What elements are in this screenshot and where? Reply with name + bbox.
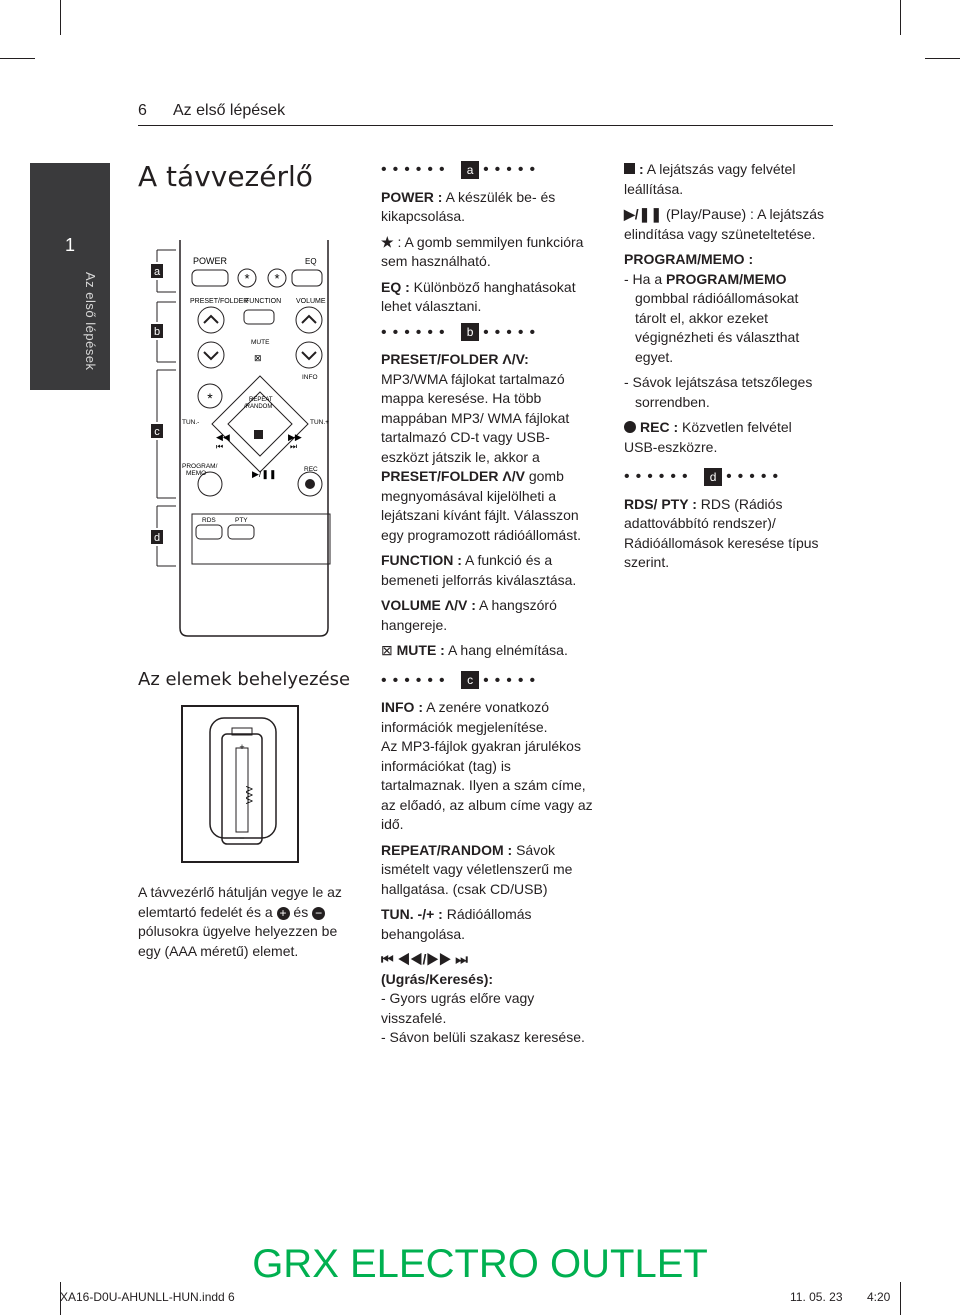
svg-text:⏭: ⏭: [290, 442, 298, 451]
svg-text:b: b: [153, 326, 161, 338]
battery-label: AAA: [244, 786, 254, 805]
skip-icons: ⏮ ◀◀/▶▶ ⏭: [381, 951, 468, 967]
program-item: - Ha a PROGRAM/MEMO gombbal rádióállomásokat tárolt el, akkor ezeket végignézheti és választhat egyet.: [624, 270, 800, 365]
star-icon: ★: [381, 233, 394, 250]
marker-a: [151, 250, 176, 292]
section-a-divider: •••••• a •••••: [381, 161, 542, 178]
skip-item: - Gyors ugrás előre vagy visszafelé.: [381, 990, 535, 1026]
plus-icon: +: [277, 907, 290, 920]
play-pause-icon: ▶/❚❚: [624, 206, 663, 222]
rds-label: RDS: [202, 517, 216, 524]
rds-desc: RDS/ PTY : RDS (Rádiós adattovábbító rendszer)/ Rádióállomások keresése típus szerint.: [624, 495, 819, 570]
rec-desc: REC : Közvetlen felvétel USB-eszközre.: [624, 419, 792, 455]
svg-text:◀◀: ◀◀: [216, 432, 230, 442]
info-desc: INFO : A zenére vonatkozó információk megjelenítése.: [381, 699, 550, 735]
function-label: FUNCTION: [245, 298, 282, 305]
svg-text:▶/❚❚: ▶/❚❚: [252, 469, 277, 479]
skip-item: - Sávon belüli szakasz keresése.: [381, 1029, 585, 1045]
battery-instructions: A távvezérlő hátulján vegye le az elemtartó fedelét és a + és − pólusokra ügyelve helyezzen be egy (AAA méretű) elemet.: [138, 884, 342, 959]
svg-text:d: d: [153, 532, 161, 544]
power-desc: POWER : A készülék be- és kikapcsolása.: [381, 188, 556, 224]
page-number: 6: [138, 102, 147, 119]
star-desc: ★ : A gomb semmilyen funkcióra sem használható.: [381, 233, 584, 269]
pty-label: PTY: [235, 517, 248, 524]
svg-text:c: c: [154, 426, 160, 438]
svg-text:▶▶: ▶▶: [288, 432, 302, 442]
header-rule: [138, 125, 833, 126]
section-heading: Az első lépések: [173, 102, 286, 119]
svg-text:−: −: [239, 833, 245, 843]
marker-c: [151, 370, 176, 498]
tun-minus-label: TUN.-: [182, 419, 200, 426]
column-right: [624, 160, 829, 579]
print-date: 11. 05. 23: [790, 1290, 843, 1304]
rec-label: REC: [304, 466, 318, 473]
svg-text:/RANDOM: /RANDOM: [244, 404, 273, 410]
side-tab-label: Az első lépések: [83, 272, 98, 371]
svg-text:*: *: [207, 390, 213, 406]
page-title: A távvezérlő: [138, 160, 313, 193]
crop-mark: [900, 0, 901, 35]
svg-text:+: +: [239, 742, 245, 752]
section-b-divider: •••••• b •••••: [381, 323, 542, 341]
remote-illustration: [140, 240, 350, 640]
battery-section-title: Az elemek behelyezése: [138, 669, 351, 690]
stop-icon: [624, 163, 635, 174]
repeat-desc: REPEAT/RANDOM : Sávok ismételt vagy véletlenszerű me hallgatása. (csak CD/USB): [381, 841, 573, 897]
section-c-divider: •••••• c •••••: [381, 671, 542, 689]
program-heading: PROGRAM/MEMO :: [624, 251, 754, 267]
program-item: - Sávok lejátszása tetszőleges sorrendben.: [624, 374, 813, 410]
crop-mark: [925, 58, 960, 59]
preset-label: PRESET/FOLDER: [190, 298, 249, 305]
eq-desc: EQ : Különböző hanghatásokat lehet választani.: [381, 278, 576, 314]
watermark-brand: GRX ELECTRO OUTLET: [252, 1242, 708, 1286]
program-label: PROGRAM/: [182, 463, 218, 470]
pty-button[interactable]: [228, 525, 254, 539]
eq-label: EQ: [305, 257, 317, 266]
function-desc: FUNCTION : A funkció és a bemeneti jelforrás kiválasztása.: [381, 552, 577, 588]
battery-illustration: [180, 704, 300, 869]
side-tab: [30, 163, 110, 390]
svg-text:REPEAT: REPEAT: [249, 397, 273, 403]
info-label: INFO: [302, 374, 318, 381]
file-info: XA16-D0U-AHUNLL-HUN.indd 6: [60, 1290, 235, 1304]
mute-icon: ⊠: [381, 642, 393, 658]
section-d-divider: •••••• d •••••: [624, 468, 785, 485]
function-button[interactable]: [244, 310, 274, 324]
column-middle: [381, 160, 596, 1048]
play-desc: ▶/❚❚ (Play/Pause) : A lejátszás elindítása vagy szüneteltetése.: [624, 206, 825, 242]
tun-desc: TUN. -/+ : Rádióállomás behangolása.: [381, 906, 532, 942]
minus-icon: −: [312, 907, 325, 920]
mute-desc: ⊠ MUTE : A hang elnémítása.: [381, 642, 568, 658]
volume-label: VOLUME: [296, 298, 326, 305]
tun-plus-label: TUN.+: [310, 419, 329, 426]
crop-mark: [0, 58, 35, 59]
svg-text:⏮: ⏮: [216, 442, 224, 451]
crop-mark: [60, 0, 61, 35]
marker-b: [151, 302, 176, 362]
power-label: POWER: [193, 256, 228, 266]
side-tab-number: 1: [64, 235, 75, 255]
mute-label: MUTE: [251, 339, 270, 346]
marker-d: [151, 506, 176, 566]
svg-text:a: a: [153, 266, 161, 278]
rec-icon: [624, 421, 636, 433]
memo-label: MEMO: [186, 470, 207, 477]
svg-text:⊠: ⊠: [254, 353, 262, 363]
eq-button[interactable]: [292, 270, 322, 286]
preset-desc: PRESET/FOLDER Λ/V: MP3/WMA fájlokat tartalmazó mappa keresése. Ha több mappában MP3/ WMA fájlokat tartalmazó CD-t vagy USB-eszközt játszik le, akkor a PRESET/FOLDER Λ/V gomb megnyomásával kijelölheti a lejátszani kívánt fájlt. Válasszon egy programozott rádióállomást.: [381, 351, 581, 543]
mp3-desc: Az MP3-fájlok gyakran járulékos információkat (tag) is tartalmaznak. Ilyen a szám címe, az előadó, az album címe vagy az idő.: [381, 738, 593, 832]
svg-text:*: *: [244, 271, 250, 286]
volume-desc: VOLUME Λ/V : A hangszóró hangereje.: [381, 597, 557, 633]
power-button[interactable]: [192, 270, 228, 286]
skip-label: (Ugrás/Keresés):: [381, 970, 494, 987]
svg-text:*: *: [274, 271, 280, 286]
stop-desc: : A lejátszás vagy felvétel leállítása.: [624, 161, 796, 197]
rds-button[interactable]: [196, 525, 222, 539]
print-time: 4:20: [867, 1290, 891, 1304]
